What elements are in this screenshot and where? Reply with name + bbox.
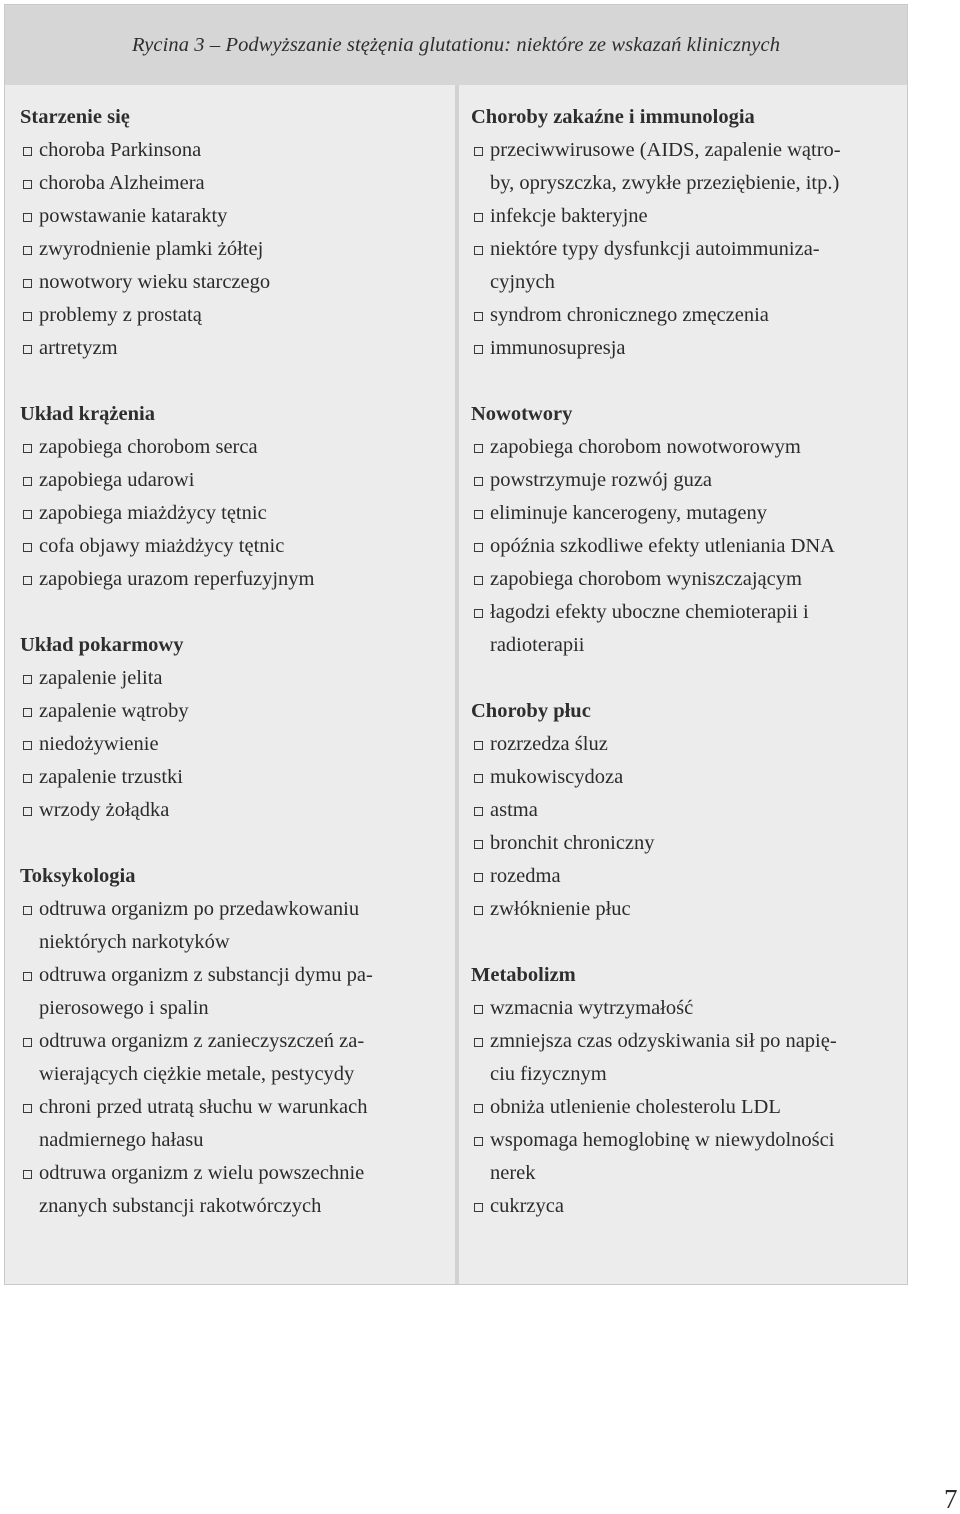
list-item bbox=[20, 761, 440, 794]
square-bullet-icon bbox=[474, 576, 483, 585]
list-item-text: zapobiega chorobom serca bbox=[39, 436, 258, 458]
section-heading: Nowotwory bbox=[471, 403, 573, 425]
list-item-text: zapobiega miażdżycy tętnic bbox=[39, 502, 267, 524]
list-item-text: niektóre typy dysfunkcji autoimmuniza- bbox=[490, 238, 820, 260]
square-bullet-icon bbox=[23, 345, 32, 354]
square-bullet-icon bbox=[474, 444, 483, 453]
list-item bbox=[20, 1157, 440, 1223]
square-bullet-icon bbox=[23, 972, 32, 981]
square-bullet-icon bbox=[474, 543, 483, 552]
list-item bbox=[471, 134, 896, 200]
list-item bbox=[20, 464, 440, 497]
list-item-text: artretyzm bbox=[39, 337, 118, 359]
list-item bbox=[471, 728, 896, 761]
list-item-text: powstawanie katarakty bbox=[39, 205, 228, 227]
list-item bbox=[20, 431, 440, 464]
square-bullet-icon bbox=[23, 180, 32, 189]
square-bullet-icon bbox=[23, 906, 32, 915]
square-bullet-icon bbox=[474, 807, 483, 816]
list-item-text: odtruwa organizm z substancji dymu pa- bbox=[39, 964, 373, 986]
square-bullet-icon bbox=[23, 1104, 32, 1113]
section bbox=[20, 629, 440, 827]
list-item-text: choroba Parkinsona bbox=[39, 139, 202, 161]
list-item-text: łagodzi efekty uboczne chemioterapii i bbox=[490, 601, 809, 623]
list-item-text: immunosupresja bbox=[490, 337, 626, 359]
list-item-text: zapobiega udarowi bbox=[39, 469, 195, 491]
list-item bbox=[20, 794, 440, 827]
list-item bbox=[20, 497, 440, 530]
list-item-text: infekcje bakteryjne bbox=[490, 205, 648, 227]
list-item bbox=[20, 167, 440, 200]
square-bullet-icon bbox=[474, 312, 483, 321]
square-bullet-icon bbox=[474, 609, 483, 618]
list-item-text: rozedma bbox=[490, 865, 561, 887]
list-item-text: astma bbox=[490, 799, 538, 821]
list-item bbox=[20, 1091, 440, 1157]
list-item-text: syndrom chronicznego zmęczenia bbox=[490, 304, 769, 326]
section bbox=[20, 398, 440, 596]
square-bullet-icon bbox=[23, 774, 32, 783]
list-item-text: niektórych narkotyków bbox=[39, 931, 230, 953]
list-item-text: znanych substancji rakotwórczych bbox=[39, 1195, 322, 1217]
section-heading: Choroby zakaźne i immunologia bbox=[471, 106, 755, 128]
list-item-text: chroni przed utratą słuchu w warunkach bbox=[39, 1096, 368, 1118]
list-item-text: nadmiernego hałasu bbox=[39, 1129, 204, 1151]
list-item bbox=[471, 299, 896, 332]
right-column bbox=[471, 101, 896, 1256]
list-item-text: zmniejsza czas odzyskiwania sił po napię- bbox=[490, 1030, 837, 1052]
list-item-text: nerek bbox=[490, 1162, 536, 1184]
list-item-text: mukowiscydoza bbox=[490, 766, 624, 788]
list-item bbox=[20, 266, 440, 299]
figure-header bbox=[5, 5, 907, 85]
section-heading: Układ pokarmowy bbox=[20, 634, 184, 656]
list-item bbox=[20, 530, 440, 563]
section bbox=[20, 101, 440, 365]
list-item-text: wspomaga hemoglobinę w niewydolności bbox=[490, 1129, 835, 1151]
square-bullet-icon bbox=[23, 312, 32, 321]
square-bullet-icon bbox=[474, 840, 483, 849]
square-bullet-icon bbox=[23, 213, 32, 222]
list-item bbox=[471, 1190, 896, 1223]
list-item bbox=[471, 1124, 896, 1190]
list-item-text: radioterapii bbox=[490, 634, 585, 656]
list-item-text: zapalenie jelita bbox=[39, 667, 163, 689]
list-item-text: obniża utlenienie cholesterolu LDL bbox=[490, 1096, 781, 1118]
square-bullet-icon bbox=[474, 510, 483, 519]
list-item-text: rozrzedza śluz bbox=[490, 733, 608, 755]
list-item-text: eliminuje kancerogeny, mutageny bbox=[490, 502, 768, 524]
square-bullet-icon bbox=[474, 345, 483, 354]
square-bullet-icon bbox=[474, 774, 483, 783]
column-divider bbox=[455, 85, 459, 1284]
list-item bbox=[20, 299, 440, 332]
square-bullet-icon bbox=[23, 444, 32, 453]
list-item-text: zapobiega urazom reperfuzyjnym bbox=[39, 568, 315, 590]
list-item-text: odtruwa organizm z zanieczyszczeń za- bbox=[39, 1030, 365, 1052]
list-item bbox=[20, 893, 440, 959]
list-item-text: bronchit chroniczny bbox=[490, 832, 655, 854]
list-item bbox=[471, 794, 896, 827]
square-bullet-icon bbox=[23, 1170, 32, 1179]
square-bullet-icon bbox=[474, 213, 483, 222]
square-bullet-icon bbox=[474, 1203, 483, 1212]
square-bullet-icon bbox=[23, 279, 32, 288]
list-item-text: zapobiega chorobom wyniszczającym bbox=[490, 568, 802, 590]
list-item bbox=[20, 332, 440, 365]
list-item bbox=[471, 530, 896, 563]
square-bullet-icon bbox=[23, 675, 32, 684]
square-bullet-icon bbox=[23, 510, 32, 519]
section-heading: Metabolizm bbox=[471, 964, 576, 986]
list-item-text: odtruwa organizm po przedawkowaniu bbox=[39, 898, 360, 920]
list-item bbox=[471, 200, 896, 233]
square-bullet-icon bbox=[23, 807, 32, 816]
square-bullet-icon bbox=[23, 477, 32, 486]
list-item-text: wierających ciężkie metale, pestycydy bbox=[39, 1063, 355, 1085]
list-item-text: ciu fizycznym bbox=[490, 1063, 607, 1085]
list-item bbox=[20, 233, 440, 266]
list-item bbox=[471, 596, 896, 662]
section bbox=[471, 101, 896, 365]
square-bullet-icon bbox=[474, 1038, 483, 1047]
list-item-text: opóźnia szkodliwe efekty utleniania DNA bbox=[490, 535, 835, 557]
square-bullet-icon bbox=[23, 246, 32, 255]
square-bullet-icon bbox=[474, 1104, 483, 1113]
list-item-text: zapalenie trzustki bbox=[39, 766, 184, 788]
list-item bbox=[20, 959, 440, 1025]
list-item-text: cukrzyca bbox=[490, 1195, 564, 1217]
list-item bbox=[20, 563, 440, 596]
list-item-text: wzmacnia wytrzymałość bbox=[490, 997, 694, 1019]
square-bullet-icon bbox=[474, 873, 483, 882]
square-bullet-icon bbox=[474, 246, 483, 255]
section bbox=[20, 860, 440, 1223]
left-column bbox=[20, 101, 440, 1256]
square-bullet-icon bbox=[23, 741, 32, 750]
list-item-text: odtruwa organizm z wielu powszechnie bbox=[39, 1162, 365, 1184]
list-item bbox=[471, 431, 896, 464]
list-item bbox=[471, 992, 896, 1025]
list-item-text: powstrzymuje rozwój guza bbox=[490, 469, 713, 491]
list-item-text: by, opryszczka, zwykłe przeziębienie, itp.) bbox=[490, 172, 840, 194]
list-item-text: cofa objawy miażdżycy tętnic bbox=[39, 535, 285, 557]
square-bullet-icon bbox=[474, 1005, 483, 1014]
list-item bbox=[471, 464, 896, 497]
list-item bbox=[471, 1025, 896, 1091]
square-bullet-icon bbox=[23, 1038, 32, 1047]
square-bullet-icon bbox=[23, 576, 32, 585]
list-item bbox=[471, 1091, 896, 1124]
list-item bbox=[471, 860, 896, 893]
square-bullet-icon bbox=[474, 147, 483, 156]
section bbox=[471, 959, 896, 1223]
list-item bbox=[20, 1025, 440, 1091]
section bbox=[471, 695, 896, 926]
list-item-text: przeciwwirusowe (AIDS, zapalenie wątro- bbox=[490, 139, 841, 161]
list-item bbox=[471, 233, 896, 299]
list-item bbox=[471, 827, 896, 860]
list-item bbox=[20, 662, 440, 695]
list-item-text: zapobiega chorobom nowotworowym bbox=[490, 436, 801, 458]
list-item bbox=[471, 332, 896, 365]
page-number: 7 bbox=[944, 1484, 958, 1514]
list-item bbox=[20, 200, 440, 233]
square-bullet-icon bbox=[474, 741, 483, 750]
list-item-text: cyjnych bbox=[490, 271, 555, 293]
list-item bbox=[20, 728, 440, 761]
list-item bbox=[471, 563, 896, 596]
list-item bbox=[471, 497, 896, 530]
list-item-text: choroba Alzheimera bbox=[39, 172, 205, 194]
square-bullet-icon bbox=[23, 543, 32, 552]
section-heading: Choroby płuc bbox=[471, 700, 591, 722]
figure-title: Rycina 3 – Podwyższanie stężęnia glutationu: niektóre ze wskazań klinicznych bbox=[131, 33, 781, 56]
list-item-text: nowotwory wieku starczego bbox=[39, 271, 271, 293]
square-bullet-icon bbox=[474, 1137, 483, 1146]
section-heading: Układ krążenia bbox=[20, 403, 155, 425]
list-item-text: niedożywienie bbox=[39, 733, 159, 755]
list-item-text: zwyrodnienie plamki żółtej bbox=[39, 238, 264, 260]
list-item-text: pierosowego i spalin bbox=[39, 997, 209, 1019]
list-item bbox=[20, 695, 440, 728]
list-item-text: zapalenie wątroby bbox=[39, 700, 189, 722]
square-bullet-icon bbox=[23, 708, 32, 717]
list-item-text: zwłóknienie płuc bbox=[490, 898, 631, 920]
square-bullet-icon bbox=[474, 906, 483, 915]
square-bullet-icon bbox=[23, 147, 32, 156]
square-bullet-icon bbox=[474, 477, 483, 486]
section bbox=[471, 398, 896, 662]
list-item bbox=[20, 134, 440, 167]
section-heading: Toksykologia bbox=[20, 865, 136, 887]
list-item-text: problemy z prostatą bbox=[39, 304, 202, 326]
list-item-text: wrzody żołądka bbox=[39, 799, 170, 821]
list-item bbox=[471, 761, 896, 794]
list-item bbox=[471, 893, 896, 926]
section-heading: Starzenie się bbox=[20, 106, 130, 128]
